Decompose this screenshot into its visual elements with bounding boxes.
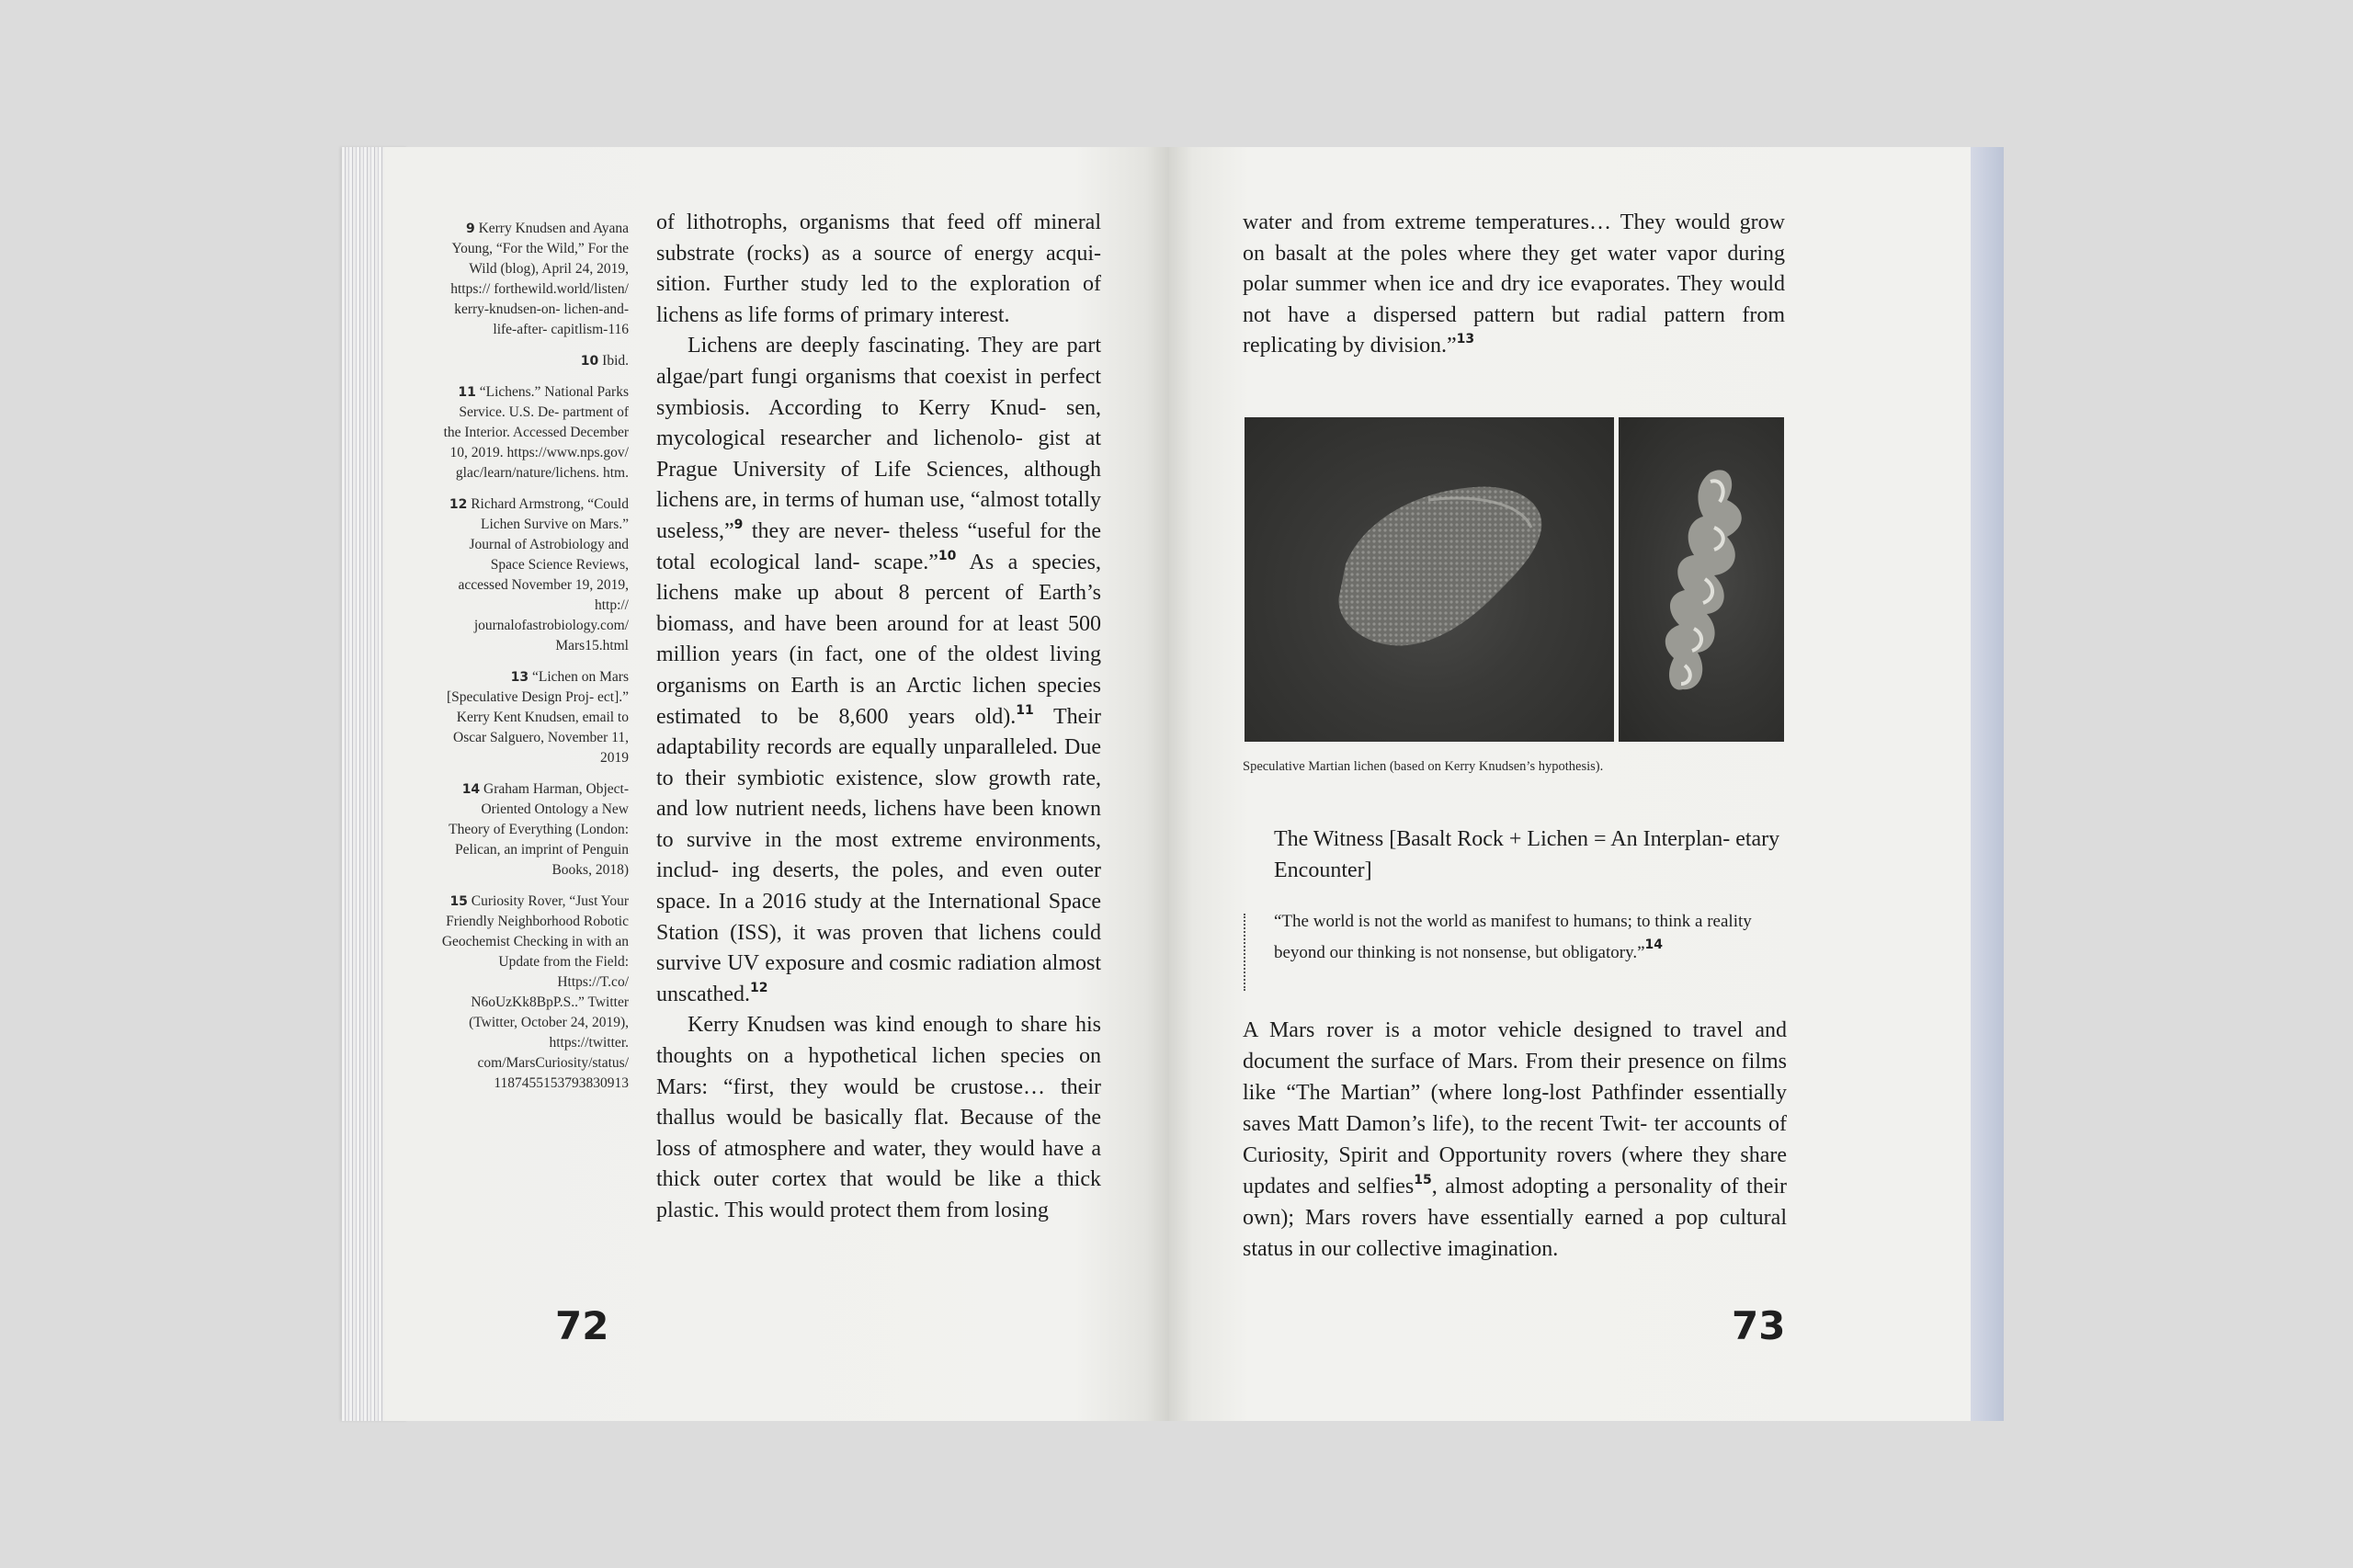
section-title: The Witness [Basalt Rock + Lichen = An Interplan- etary Encounter] [1274,827,1780,882]
right-body-top [1243,208,1785,362]
quote-text: “The world is not the world as manifest to humans; to think a reality beyond our thinking is not nonsense, but obligatory.” [1274,912,1752,962]
right-body-bottom [1243,1015,1787,1265]
text-run: water and from extreme temperatures… They would grow on basalt at the poles where they get water vapor during polar summer when ice and dry ice evaporates. They would not have a dispersed pattern but radial pattern from replicating by division.” [1243,210,1785,358]
footnote-text: Curiosity Rover, “Just Your Friendly Neighborhood Robotic Geochemist Checking in with an Update from the Field: Https://T.co/ N6oUzKk8BpP.S..” Twitter (Twitter, October 24, 2019), https://twitter. com/MarsCuriosity/status/ 1187455153793830913 [441,893,629,1091]
page-number-left: 72 [555,1303,609,1348]
text-run: A Mars rover is a motor vehicle designed to travel and document the surface of Mars. From their presence on films like “The Martian” (where long-lost Pathfinder essentially saves Matt Damon’s life), to the recent Twit- ter accounts of Curiosity, Spirit and Opportunity rovers (where they share updates and selfies [1243,1018,1787,1199]
footnote-number: 11 [458,385,476,400]
blockquote [1274,906,1770,969]
footnote-ref: 10 [938,548,957,563]
footnote-number: 13 [510,670,529,685]
footnote-text: Graham Harman, Object-Oriented Ontology a New Theory of Everything (London: Pelican, an imprint of Penguin Books, 2018) [449,781,629,878]
lichen-figure [1245,417,1784,742]
footnotes [441,219,629,1105]
footnote-number: 12 [449,497,468,512]
footnote-number: 10 [580,354,599,369]
footnote-ref: 11 [1016,702,1034,718]
text-run: , almost adopting a personality of their own); Mars rovers have essentially earned a pop cultural status in our collective imagination. [1243,1175,1788,1261]
text-run: Their adaptability records are equally unparalleled. Due to their symbiotic existence, slow growth rate, and low nutrient needs, lichens have been known to survive in the most extreme environments, includ- ing deserts, the poles, and even outer space. In a 2016 study at the International Space Station (ISS), it was proven that lichens could survive UV exposure and cosmic radiation almost unscathed. [656,704,1101,1006]
left-body-text [656,208,1101,1227]
footnote-ref: 14 [1644,937,1664,952]
footnote [441,779,629,881]
footnote [441,351,629,371]
lichen-photo-radial [1619,417,1784,742]
footnote-ref: 9 [733,517,744,532]
paragraph: Kerry Knudsen was kind enough to share his thoughts on a hypothetical lichen species on Mars: “first, they would be crustose… their thallus would be basically flat. Because of the loss of atmosphere and water, they would have a thick outer cortex that would be like a thick plastic. This would protect them from losing [656,1013,1101,1222]
footnote [441,667,629,768]
footnote [441,892,629,1094]
footnote [441,382,629,483]
footnote-ref: 12 [749,980,768,995]
footnote [441,219,629,340]
figure-caption: Speculative Martian lichen (based on Kerry Knudsen’s hypothesis). [1243,759,1604,774]
footnote-number: 9 [465,222,475,236]
text-run: they are never- theless “useful for the total ecological land- scape.” [656,518,1101,574]
footnote-text: “Lichen on Mars [Speculative Design Proj- ect].” Kerry Kent Knudsen, email to Oscar Salguero, November 11, 2019 [447,669,629,766]
paragraph [1243,208,1785,362]
footnote-text: Richard Armstrong, “Could Lichen Survive on Mars.” Journal of Astrobiology and Space Science Reviews, accessed November 19, 2019, http:// journalofastrobiology.com/ Mars15.html [458,496,629,653]
footnote [441,494,629,656]
paragraph [656,331,1101,1010]
footnote-number: 14 [461,782,481,797]
footnote-ref: 13 [1456,332,1475,347]
footnote-text: Ibid. [602,353,629,369]
footnote-text: Kerry Knudsen and Ayana Young, “For the Wild,” For the Wild (blog), April 24, 2019, https:// forthewild.world/listen/ kerry-knudsen-on- lichen-and-life-after- capitlism-116 [450,221,629,337]
footnote-ref: 15 [1414,1173,1432,1187]
lichen-photo-crustose [1245,417,1614,742]
quote-rule [1244,914,1245,991]
page-number-right: 73 [1732,1303,1786,1348]
footnote-text: “Lichens.” National Parks Service. U.S. De- partment of the Interior. Accessed December 10, 2019. https://www.nps.gov/ glac/learn/nature/lichens. htm. [443,384,629,481]
footnote-number: 15 [449,894,468,909]
text-run: Lichens are deeply fascinating. They are part algae/part fungi organisms that coexist in perfect symbiosis. According to Kerry Knud- sen, mycological researcher and lichenolo- gist at Prague University of Life Sciences, although lichens are, in terms of human use, “almost totally useless,” [656,334,1101,543]
paragraph: of lithotrophs, organisms that feed off mineral substrate (rocks) as a source of energy acqui- sition. Further study led to the exploration of lichens as life forms of primary interest. [656,210,1101,327]
text-run: As a species, lichens make up about 8 percent of Earth’s biomass, and have been around for at least 500 million years (in fact, one of the oldest living organisms on Earth is an Arctic lichen species estimated to be 8,600 years old). [656,550,1101,729]
